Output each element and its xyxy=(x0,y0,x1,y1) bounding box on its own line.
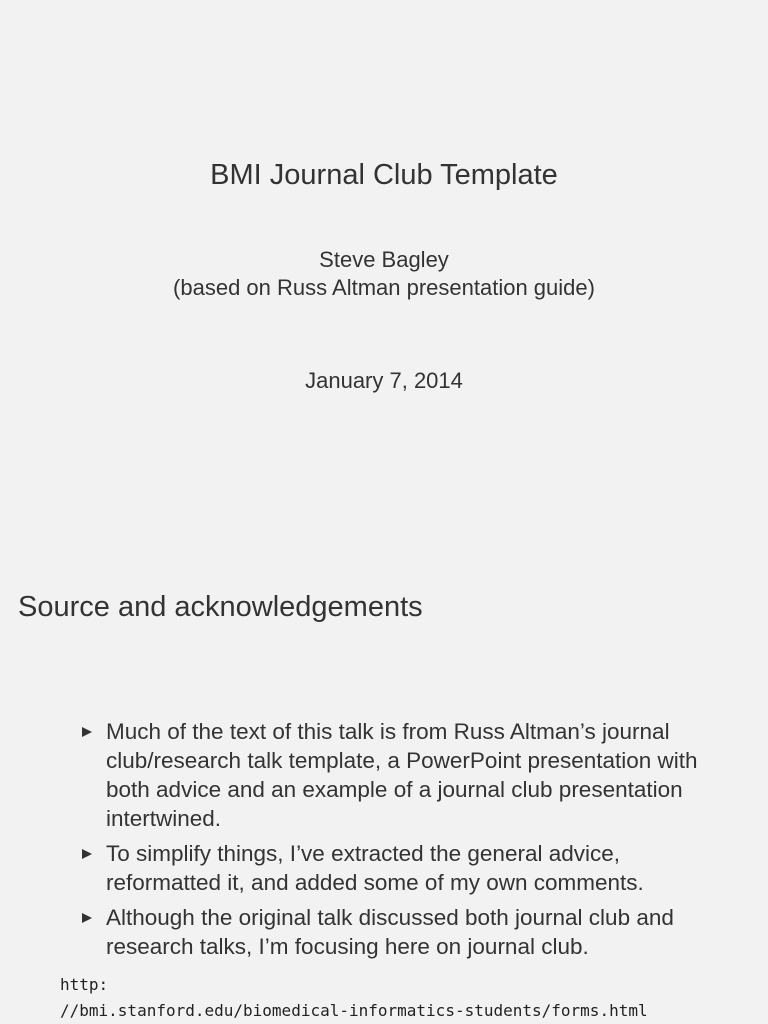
presentation-title: BMI Journal Club Template xyxy=(210,159,558,191)
author-attribution: (based on Russ Altman presentation guide) xyxy=(173,275,595,300)
triangle-bullet-icon xyxy=(82,727,92,737)
acknowledgements-slide xyxy=(0,540,768,1024)
triangle-bullet-icon xyxy=(82,913,92,923)
bullet-text: Although the original talk discussed both journal club and research talks, I’m focusing here on journal club. xyxy=(106,905,674,959)
bullet-text: To simplify things, I’ve extracted the general advice, reformatted it, and added some of my own comments. xyxy=(106,841,644,895)
author-block xyxy=(0,246,768,302)
source-link-line2[interactable]: //bmi.stanford.edu/biomedical-informatics-students/forms.html xyxy=(60,1001,648,1020)
bullet-text: Much of the text of this talk is from Russ Altman’s journal club/research talk template, a PowerPoint presentation with both advice and an example of a journal club presentation intertwined. xyxy=(106,719,698,831)
author-name: Steve Bagley xyxy=(319,247,449,272)
triangle-bullet-icon xyxy=(82,849,92,859)
presentation-date: January 7, 2014 xyxy=(305,368,463,393)
source-link-line1[interactable]: http: xyxy=(60,975,109,994)
slide-title: Source and acknowledgements xyxy=(18,591,423,623)
bullet-item xyxy=(78,839,718,897)
bullet-item xyxy=(78,717,718,833)
bullet-list xyxy=(78,717,718,967)
source-link[interactable] xyxy=(60,972,648,1024)
bullet-item xyxy=(78,903,718,961)
